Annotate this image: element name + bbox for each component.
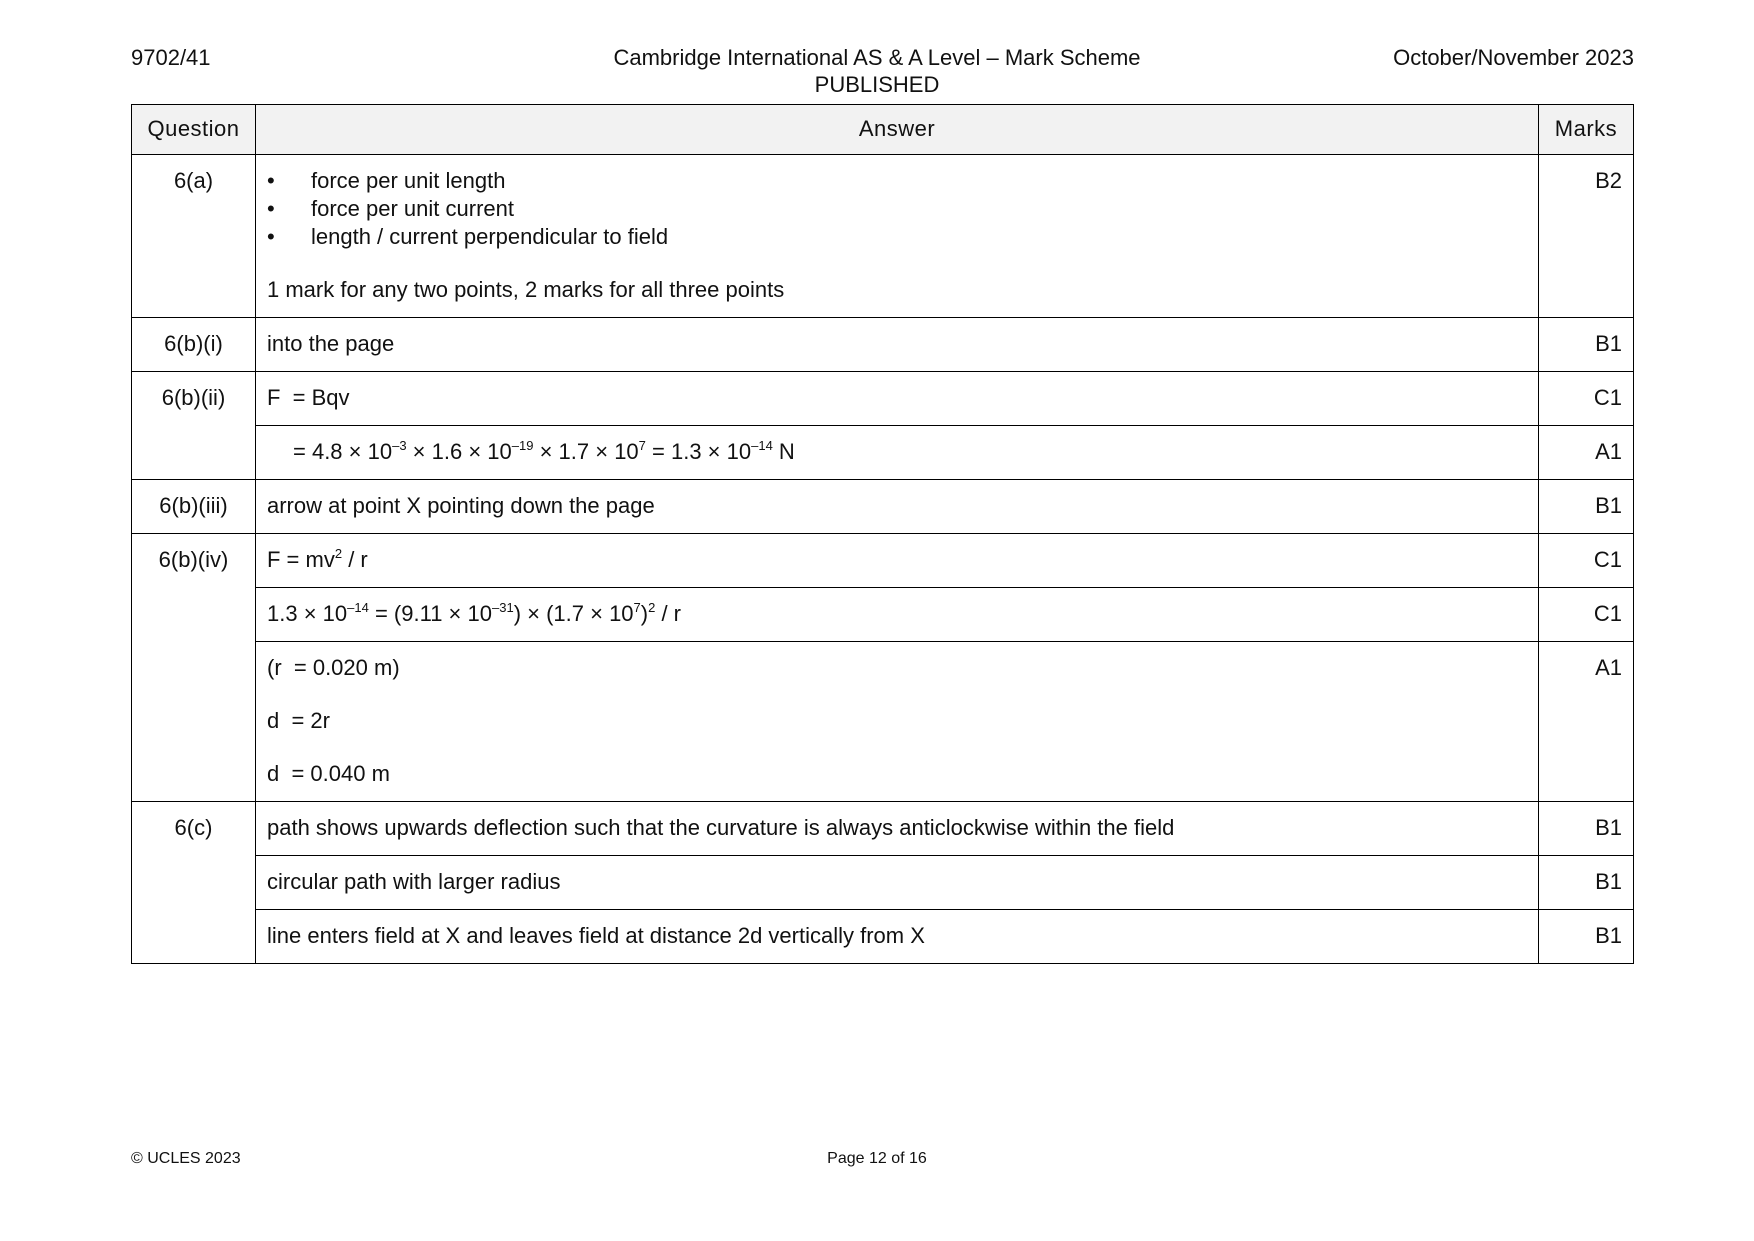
question-label: 6(c) [132,802,256,964]
answer-line: (r = 0.020 m) [267,655,400,680]
table-row [132,318,1634,372]
table-row [132,642,1634,802]
exponent: –14 [347,600,369,615]
exponent: 2 [648,600,656,615]
question-label: 6(a) [132,155,256,318]
exponent: 7 [633,600,641,615]
answer-cell [256,426,1539,480]
answer-cell [256,534,1539,588]
expr-part: × 1.7 × 10 [533,439,639,464]
exponent: –3 [392,438,407,453]
list-item: • force per unit current [267,195,1527,223]
exponent: 7 [638,438,646,453]
answer-cell: arrow at point X pointing down the page [256,480,1539,534]
answer-cell: path shows upwards deflection such that the curvature is always anticlockwise within the field [256,802,1539,856]
table-row [132,426,1634,480]
expr-part: = (9.11 × 10 [368,601,492,626]
answer-cell [256,588,1539,642]
question-label: 6(b)(i) [132,318,256,372]
answer-cell [256,155,1539,318]
table-row [132,480,1634,534]
list-item: • length / current perpendicular to field [267,223,1527,251]
exponent: –14 [751,438,773,453]
title-line: Cambridge International AS & A Level – Mark Scheme [613,45,1141,70]
answer-cell: F = Bqv [256,372,1539,426]
question-column-header: Question [132,105,256,155]
question-label: 6(b)(iv) [132,534,256,802]
expr-part: / r [342,547,368,572]
answer-line: d = 0.040 m [267,761,390,786]
table-row [132,910,1634,964]
answer-cell [256,642,1539,802]
marks-cell: B1 [1539,856,1634,910]
answer-cell: line enters field at X and leaves field at distance 2d vertically from X [256,910,1539,964]
expr-part: F = mv [267,547,335,572]
exponent: –31 [491,600,514,615]
marks-cell: B1 [1539,480,1634,534]
question-label: 6(b)(ii) [132,372,256,480]
paper-code: 9702/41 [131,45,211,70]
expr-part: = 1.3 × 10 [645,439,752,464]
force-calculation [267,439,795,464]
exponent: –19 [511,438,534,453]
answer-cell: into the page [256,318,1539,372]
table-row [132,588,1634,642]
marks-cell: C1 [1539,372,1634,426]
expr-part: / r [655,601,682,626]
list-item: • force per unit length [267,167,1527,195]
marks-cell: B2 [1539,155,1634,318]
marking-note: 1 mark for any two points, 2 marks for all three points [267,277,785,302]
exam-session: October/November 2023 [1393,45,1634,70]
question-label: 6(b)(iii) [132,480,256,534]
marks-cell: A1 [1539,642,1634,802]
expr-part: × 1.6 × 10 [406,439,512,464]
table-row [132,802,1634,856]
table-row [132,372,1634,426]
table-row [132,856,1634,910]
page-number: Page 12 of 16 [827,1150,927,1167]
marks-cell: B1 [1539,910,1634,964]
table-row [132,534,1634,588]
marks-cell: C1 [1539,588,1634,642]
answer-line: d = 2r [267,708,330,733]
expr-part: ) [640,601,649,626]
expr-part: ) × (1.7 × 10 [513,601,634,626]
expr-part: N [772,439,795,464]
marks-cell: B1 [1539,318,1634,372]
marks-cell: B1 [1539,802,1634,856]
answer-column-header: Answer [256,105,1539,155]
table-row [132,155,1634,318]
table-header-row [132,105,1634,155]
copyright-notice: © UCLES 2023 [131,1150,241,1167]
exponent: 2 [334,546,343,561]
marks-column-header: Marks [1539,105,1634,155]
expr-part: = 4.8 × 10 [293,439,393,464]
bullet-list [267,167,1527,251]
marks-cell: A1 [1539,426,1634,480]
published-label: PUBLISHED [814,72,940,97]
answer-cell: circular path with larger radius [256,856,1539,910]
expr-part: 1.3 × 10 [267,601,348,626]
mark-scheme-table [131,104,1634,964]
marks-cell: C1 [1539,534,1634,588]
